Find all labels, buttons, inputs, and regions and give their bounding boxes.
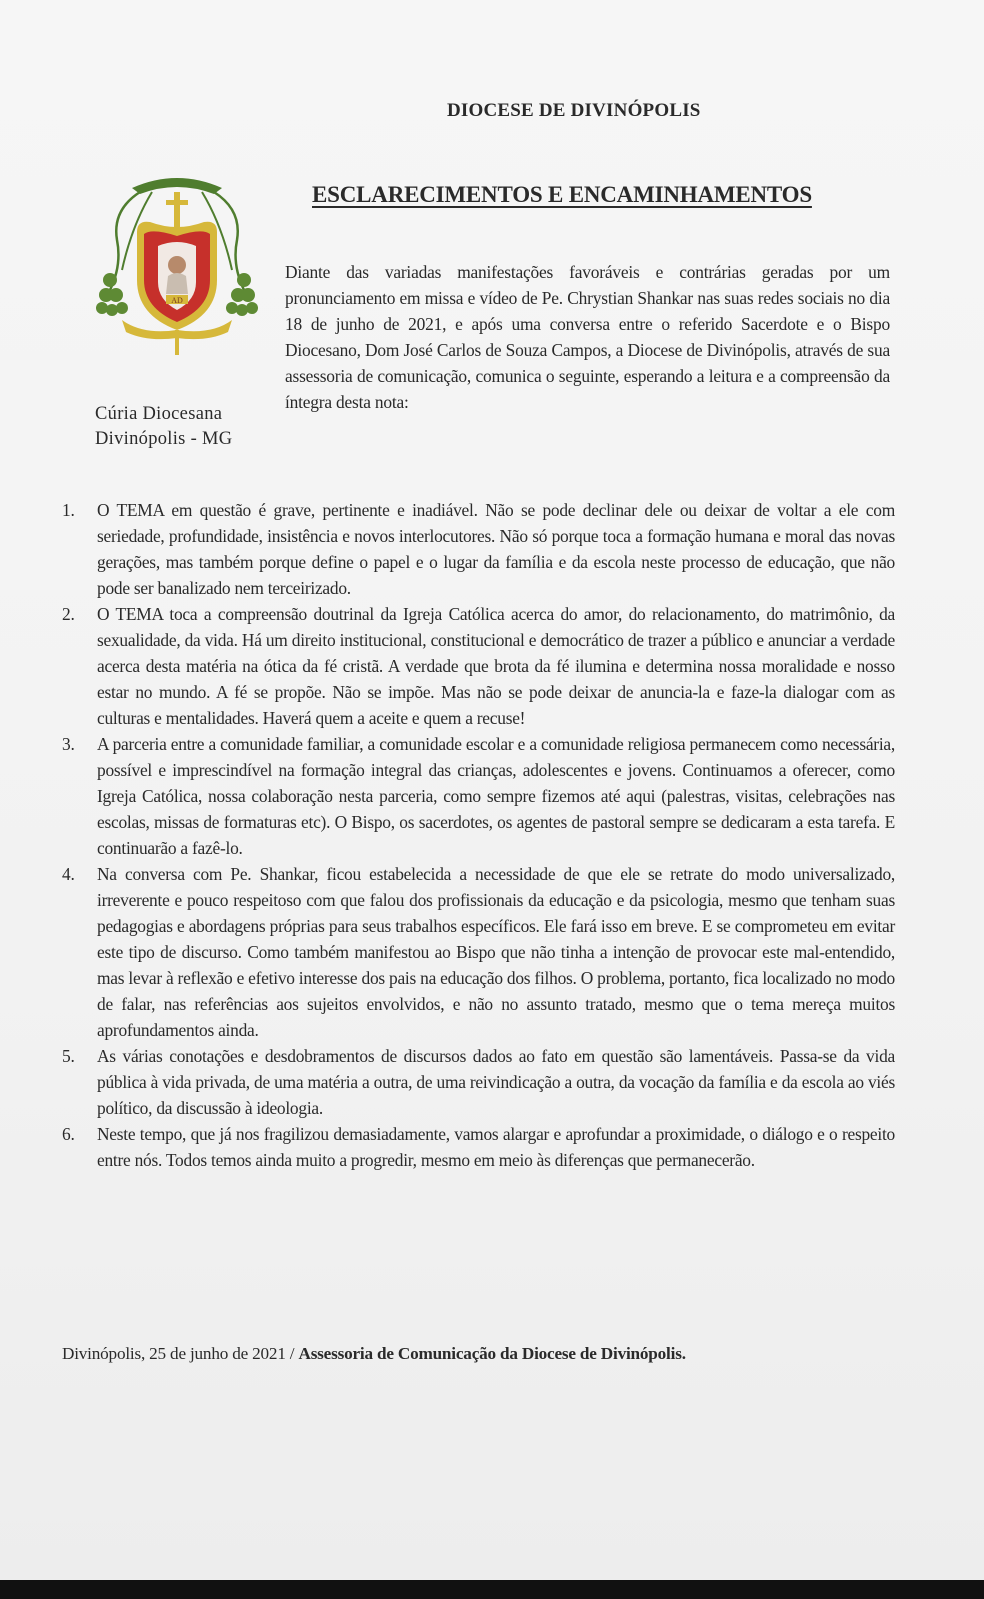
item-text: A parceria entre a comunidade familiar, a comunidade escolar e a comunidade religiosa permanecem como necessária, possível e imprescindível na formação integral das crianças, adolescentes e jovens. Continuamos a oferecer, como Igreja Católica, nossa colaboração nesta parceria, como sempre fizemos até aqui (palestras, visitas, celebrações nas escolas, missas de formaturas etc). O Bispo, os sacerdotes, os agentes de pastoral sempre se dedicaram a esta tarefa. E continuarão a fazê-lo. (97, 734, 895, 858)
item-text: O TEMA toca a compreensão doutrinal da Igreja Católica acerca do amor, do relacionamento, do matrimônio, da sexualidade, da vida. Há um direito institucional, constitucional e democrático de trazer a público e anunciar a verdade acerca desta matéria na ótica da fé cristã. A verdade que brota da fé ilumina e determina nossa moralidade e nosso estar no mundo. A fé se propõe. Não se impõe. Mas não se pode deixar de anuncia-la e faze-la dialogar com as culturas e mentalidades. Haverá quem a aceite e quem a recuse! (97, 604, 895, 728)
list-item (62, 497, 895, 601)
curia-line-2: Divinópolis - MG (95, 429, 233, 449)
intro-paragraph: Diante das variadas manifestações favoráveis e contrárias geradas por um pronunciamento em missa e vídeo de Pe. Chrystian Shankar nas suas redes sociais no dia 18 de junho de 2021, e após uma conversa entre o referido Sacerdote e o Bispo Diocesano, Dom José Carlos de Souza Campos, a Diocese de Divinópolis, através de sua assessoria de comunicação, comunica o seguinte, esperando a leitura e a compreensão da íntegra desta nota: (285, 262, 890, 412)
footer-signature-line (62, 1344, 686, 1364)
list-item (62, 861, 895, 1043)
item-number: 6. (62, 1124, 75, 1144)
curia-line-1: Cúria Diocesana (95, 404, 223, 424)
bottom-edge-bar (0, 1580, 984, 1599)
item-number: 4. (62, 864, 75, 884)
item-number: 5. (62, 1046, 75, 1066)
footer-place-date: Divinópolis, 25 de junho de 2021 / (62, 1344, 299, 1363)
footer-signature: Assessoria de Comunicação da Diocese de Divinópolis. (298, 1344, 686, 1363)
item-text: As várias conotações e desdobramentos de discursos dados ao fato em questão são lamentáveis. Passa-se da vida pública à vida privada, de uma matéria a outra, de uma reivindicação a outra, da vocação da família e da escola ao viés político, da discussão à ideologia. (97, 1046, 895, 1118)
item-text: Neste tempo, que já nos fragilizou demasiadamente, vamos alargar e aprofundar a proximidade, o diálogo e o respeito entre nós. Todos temos ainda muito a progredir, mesmo em meio às diferenças que permanecerão. (97, 1124, 895, 1170)
list-item (62, 1043, 895, 1121)
item-number: 1. (62, 500, 75, 520)
list-item (62, 731, 895, 861)
coat-of-arms-icon (92, 170, 262, 370)
list-item (62, 1121, 895, 1173)
curia-label (95, 402, 232, 452)
document-title: ESCLARECIMENTOS E ENCAMINHAMENTOS (312, 182, 812, 207)
item-text: O TEMA em questão é grave, pertinente e inadiável. Não se pode declinar dele ou deixar de voltar a ele com seriedade, profundidade, insistência e novos interlocutores. Não só porque toca a formação humana e moral das novas gerações, mas também porque define o papel e o lugar da família e da escola neste processo de educação, que não pode ser banalizado nem terceirizado. (97, 500, 895, 598)
item-number: 2. (62, 604, 75, 624)
list-item (62, 601, 895, 731)
numbered-list (62, 497, 895, 1173)
item-text: Na conversa com Pe. Shankar, ficou estabelecida a necessidade de que ele se retrate do modo universalizado, irreverente e pouco respeitoso com que falou dos profissionais da educação e da psicologia, mesmo que tenham suas pedagogias e abordagens próprias para seus trabalhos específicos. Ele fará isso em breve. E se comprometeu em evitar este tipo de discurso. Como também manifestou ao Bispo que não tinha a intenção de provocar este mal-entendido, mas levar à reflexão e efetivo interesse dos pais na educação dos filhos. O problema, portanto, fica localizado no modo de falar, nas referências aos sujeitos envolvidos, e não no assunto tratado, mesmo que o tema mereça muitos aprofundamentos ainda. (97, 864, 895, 1040)
item-number: 3. (62, 734, 75, 754)
diocese-header: DIOCESE DE DIVINÓPOLIS (447, 100, 701, 121)
emblem-label: AD (171, 296, 183, 305)
